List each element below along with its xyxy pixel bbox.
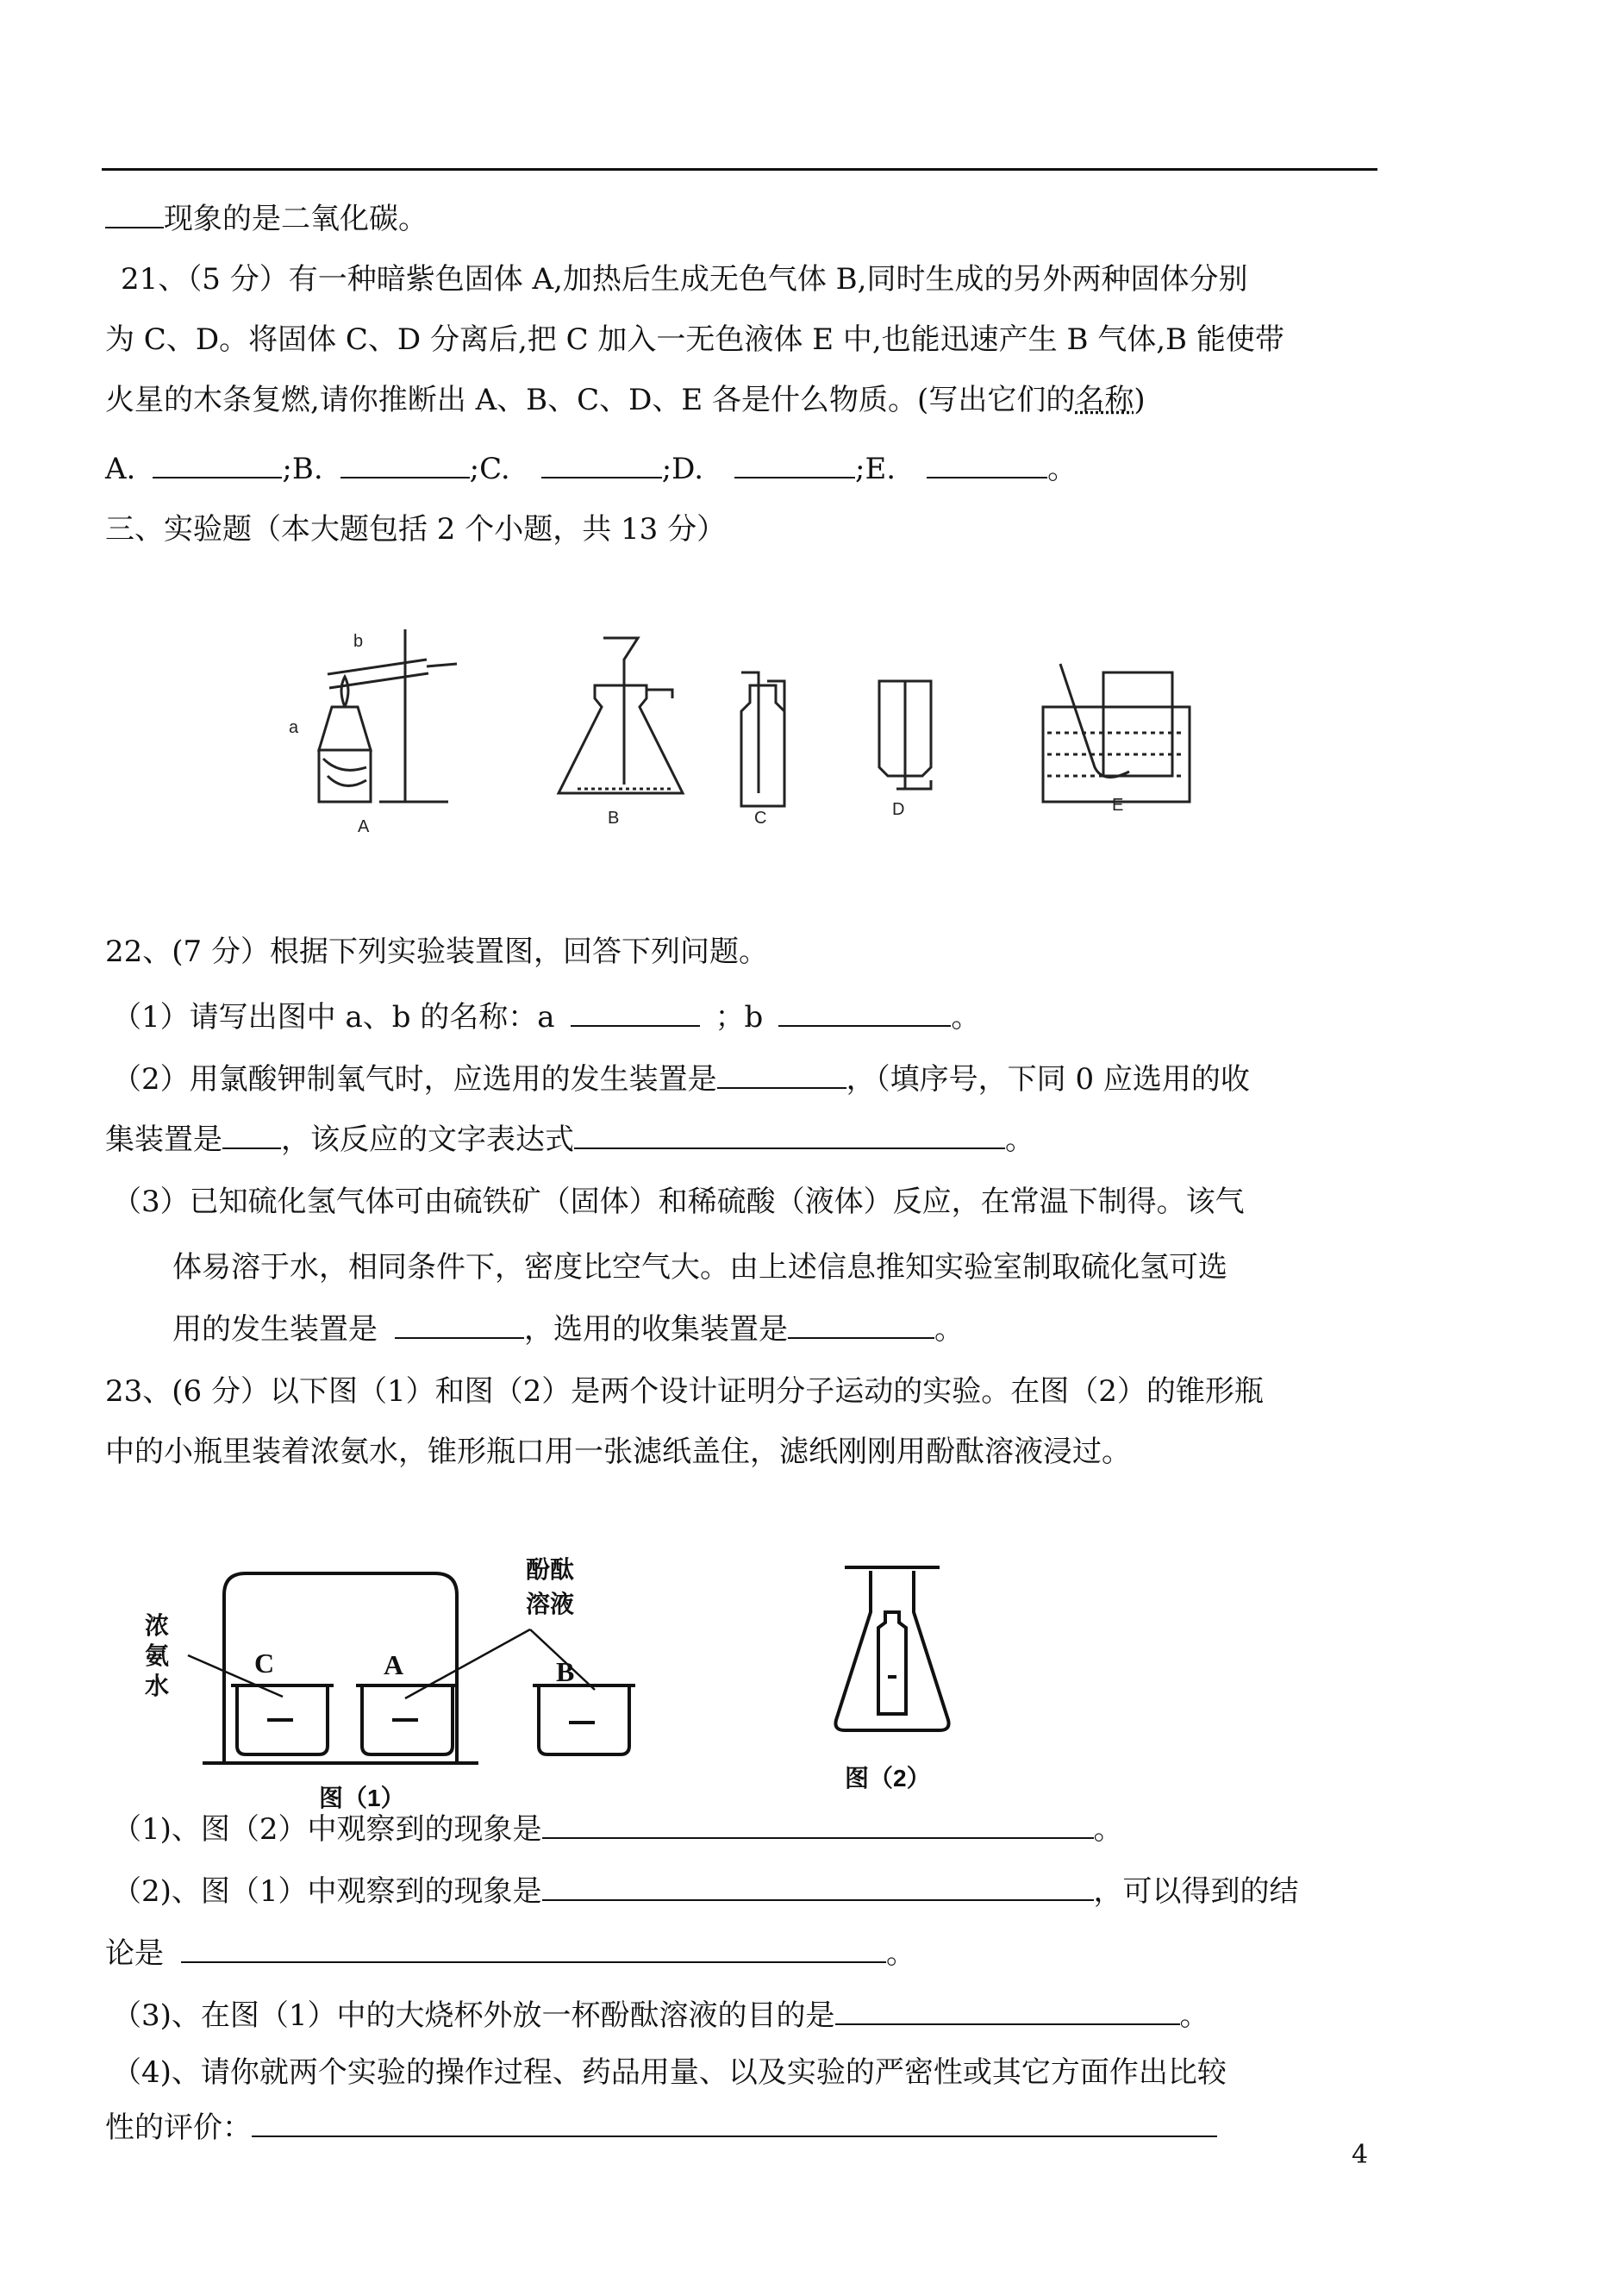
apparatus-A — [319, 629, 457, 802]
q22-stem: 22、(7 分）根据下列实验装置图，回答下列问题。 — [105, 935, 768, 969]
q22-part2-line1: （2）用氯酸钾制氧气时，应选用的发生装置是 ，（填序号，下同 0 应选用的收 — [112, 1062, 1250, 1097]
apparatus-D — [879, 681, 931, 789]
figure-2 — [828, 1560, 1017, 1802]
answer-blank-purpose[interactable] — [835, 1998, 1180, 2025]
collecting-bottle — [1103, 672, 1172, 776]
q23-part4-line2: 性的评价： — [105, 2109, 1217, 2147]
label-D: D — [892, 800, 905, 819]
answer-blank[interactable] — [105, 201, 164, 228]
q22-part3-line3: 用的发生装置是 ，选用的收集装置是 。 — [172, 1312, 964, 1347]
answer-blank-evaluation[interactable] — [252, 2110, 1217, 2137]
answer-blank-h2s-collector[interactable] — [788, 1311, 934, 1339]
q23-part3: （3)、在图（1）中的大烧杯外放一杯酚酞溶液的目的是 。 — [112, 1998, 1209, 2033]
section3-title: 三、实验题（本大题包括 2 个小题，共 13 分） — [105, 512, 727, 547]
delivery-tube — [1060, 664, 1129, 777]
beaker-label-B: B — [556, 1656, 575, 1687]
q23-part4-line1: （4)、请你就两个实验的操作过程、药品用量、以及实验的严密性或其它方面作出比较 — [112, 2055, 1227, 2090]
q23-stem1: 23、(6 分）以下图（1）和图（2）是两个设计证明分子运动的实验。在图（2）的锥形瓶 — [105, 1374, 1264, 1409]
label-C: C — [754, 809, 767, 828]
label-conc-ammonia-1: 浓 — [145, 1612, 170, 1639]
answer-blank-b[interactable] — [340, 451, 470, 478]
alcohol-lamp — [319, 707, 371, 750]
answer-blank-equation[interactable] — [574, 1122, 1005, 1149]
q22-part2-line2: 集装置是 ，该反应的文字表达式 。 — [105, 1122, 1034, 1157]
flame — [341, 677, 348, 707]
page-number: 4 — [1352, 2140, 1369, 2170]
q21-line2: 为 C、D。将固体 C、D 分离后,把 C 加入一无色液体 E 中,也能迅速产生 B 气体,B 能使带 — [105, 322, 1284, 357]
answer-blank-h2s-generator[interactable] — [395, 1311, 524, 1339]
answer-blank-c[interactable] — [541, 451, 662, 478]
answer-blank-a[interactable] — [153, 451, 282, 478]
answer-blank-e[interactable] — [927, 451, 1047, 478]
answer-blank-fig2-phenomenon[interactable] — [542, 1811, 1094, 1839]
figure-1 — [138, 1543, 672, 1828]
q20-tail: 现象的是二氧化碳。 — [105, 200, 428, 238]
q23-stem2: 中的小瓶里装着浓氨水，锥形瓶口用一张滤纸盖住，滤纸刚刚用酚酞溶液浸过。 — [105, 1435, 1131, 1469]
q23-part2: （2)、图（1）中观察到的现象是 ，可以得到的结 — [112, 1874, 1299, 1909]
label-A: A — [358, 817, 370, 836]
answer-blank-collector[interactable] — [222, 1122, 281, 1149]
beaker-B — [539, 1685, 629, 1754]
q22-part3-line1: （3）已知硫化氢气体可由硫铁矿（固体）和稀硫酸（液体）反应，在常温下制得。该气 — [112, 1185, 1245, 1219]
beaker-label-C: C — [254, 1648, 275, 1679]
funnel — [603, 638, 638, 685]
q21-line3: 火星的木条复燃,请你推断出 A、B、C、D、E 各是什么物质。(写出它们的名称) — [105, 383, 1146, 417]
apparatus-E — [1043, 664, 1190, 802]
figure-1-caption: 图（1） — [319, 1785, 405, 1811]
answer-blank-a-name[interactable] — [571, 999, 700, 1027]
label-a: a — [289, 718, 299, 737]
answer-blank-conclusion[interactable] — [181, 1935, 886, 1963]
beaker-label-A: A — [384, 1649, 404, 1680]
q23-part1: （1)、图（2）中观察到的现象是 。 — [112, 1812, 1123, 1847]
label-b: b — [353, 632, 364, 651]
apparatus-C — [741, 672, 784, 806]
q22-part1: （1）请写出图中 a、b 的名称：a ；b 。 — [112, 1000, 981, 1035]
test-tube — [328, 660, 427, 674]
answer-blank-b-name[interactable] — [778, 999, 951, 1027]
answer-blank-d[interactable] — [734, 451, 855, 478]
header-rule — [102, 168, 1377, 171]
figure-2-caption: 图（2） — [845, 1765, 931, 1792]
label-B: B — [608, 809, 620, 828]
apparatus-figure — [276, 612, 1310, 871]
q22-part3-line2: 体易溶于水，相同条件下，密度比空气大。由上述信息推知实验室制取硫化氢可选 — [172, 1250, 1227, 1285]
conical-flask-2 — [835, 1571, 948, 1730]
answer-blank-generator[interactable] — [717, 1061, 846, 1089]
q23-part2-conclusion: 论是 。 — [105, 1936, 915, 1971]
small-bottle — [878, 1612, 906, 1714]
apparatus-B — [559, 638, 683, 793]
conical-flask — [559, 685, 683, 793]
label-E: E — [1112, 796, 1124, 815]
q21-answers: A. ;B. ;C. ;D. ;E. 。 — [105, 452, 1077, 486]
label-phenolphthalein-1: 酚酞 — [526, 1556, 575, 1583]
label-conc-ammonia-2: 氨 — [145, 1642, 170, 1669]
answer-blank-fig1-phenomenon[interactable] — [542, 1873, 1094, 1901]
gas-bottle-c — [741, 685, 784, 806]
label-conc-ammonia-3: 水 — [145, 1673, 170, 1699]
burner-block — [319, 750, 371, 802]
q21-line1: 21、（5 分）有一种暗紫色固体 A,加热后生成无色气体 B,同时生成的另外两种固体分别 — [121, 262, 1248, 297]
label-phenolphthalein-2: 溶液 — [526, 1591, 575, 1617]
